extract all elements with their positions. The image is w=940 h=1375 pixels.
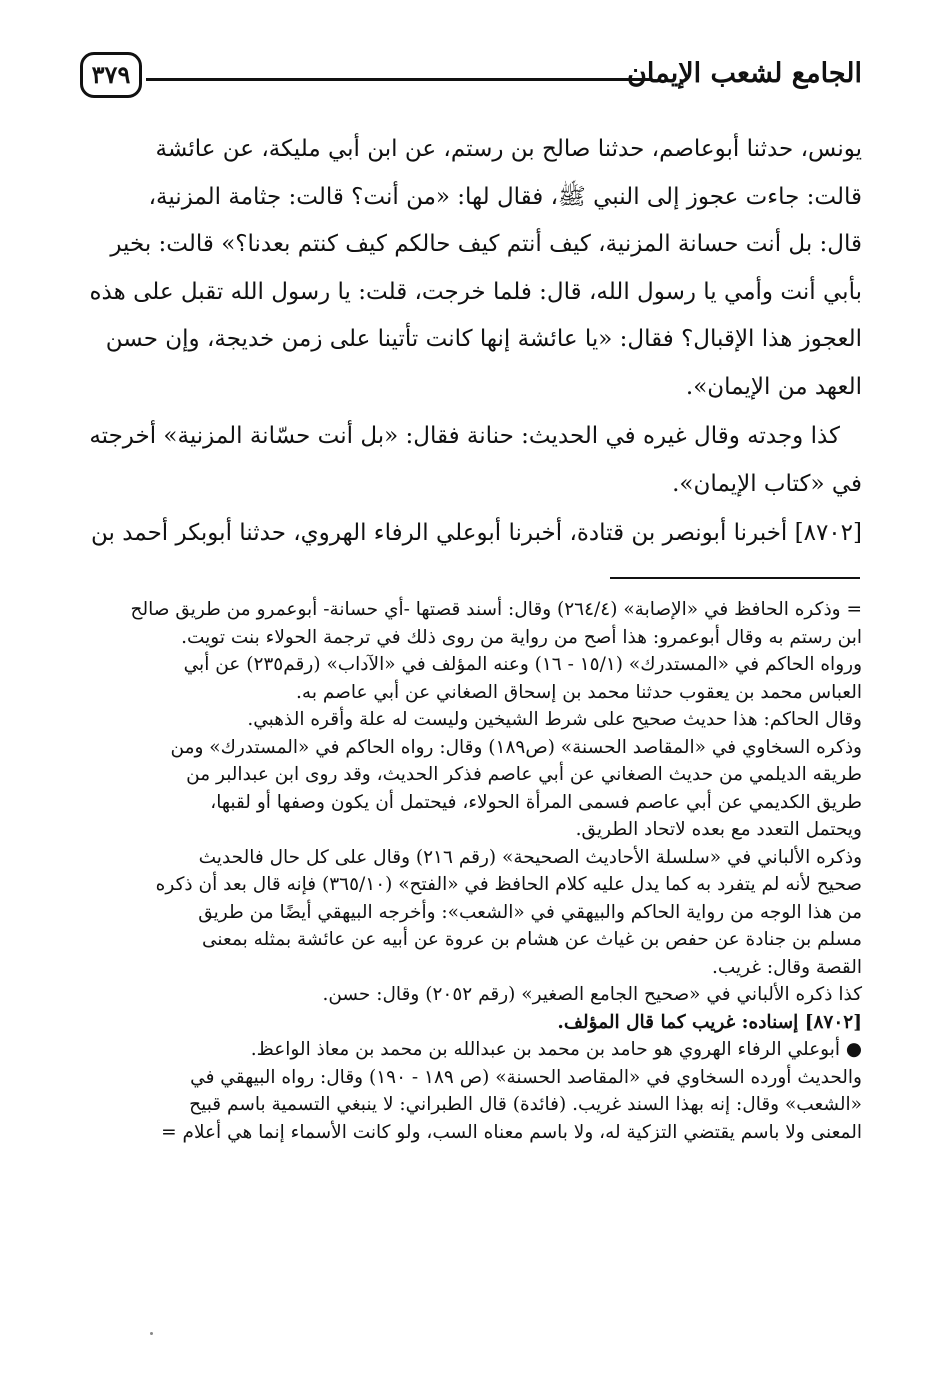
footnote-line: المعنى ولا باسم يقتضي التزكية له، ولا باسم معناه السب، ولو كانت الأسماء إنما هي أعلام = <box>161 1121 862 1143</box>
scan-speck <box>150 1332 153 1335</box>
main-text <box>80 126 862 558</box>
footnote-line: = وذكره الحافظ في «الإصابة» (٢٦٤/٤) وقال: أسند قصتها -أي حسانة- أبوعمرو من طريق صالح <box>130 599 862 620</box>
main-line: في «كتاب الإيمان». <box>672 470 862 497</box>
footnote-line: طريقه الديلمي من حديث الصغاني عن أبي عاصم فذكر الحديث، وقد روى ابن عبدالبر من <box>186 764 862 785</box>
footnote-line: مسلم بن جنادة عن حفص بن غياث عن هشام بن عروة عن أبيه عن عائشة بمثله بمعنى <box>202 929 862 950</box>
footnote-line: وذكره الألباني في «سلسلة الأحاديث الصحيحة» (رقم ٢١٦) وقال على كل حال فالحديث <box>198 846 862 868</box>
main-line: بأبي أنت وأمي يا رسول الله، قال: فلما خرجت، قلت: يا رسول الله تقبل على هذه <box>89 278 862 305</box>
main-line: العهد من الإيمان». <box>685 373 862 400</box>
footnote-line: ويحتمل التعدد مع بعده لاتحاد الطريق. <box>575 819 862 840</box>
main-line-text: كذا وجدته وقال غيره في الحديث: حنانة فقال: «بل أنت حسّانة المزنية» أخرجته <box>89 423 840 449</box>
footnote-line: ● أبوعلي الرفاء الهروي هو حامد بن محمد بن عبدالله بن محمد بن معاذ الواعظ. <box>250 1039 862 1060</box>
footnote-line: والحديث أورده السخاوي في «المقاصد الحسنة» (ص ١٨٩ - ١٩٠) وقال: رواه البيهقي في <box>190 1066 862 1088</box>
footnote-line: «الشعب» وقال: إنه بهذا السند غريب. (فائدة) قال الطبراني: لا ينبغي التسمية باسم قبيح <box>189 1094 862 1115</box>
footnote-line: من هذا الوجه من رواية الحاكم والبيهقي في «الشعب»: وأخرجه البيهقي أيضًا من طريق <box>198 901 862 923</box>
footnote-line: صحيح لأنه لم يتفرد به كما يدل عليه كلام الحافظ في «الفتح» (٣٦٥/١٠) فإنه قال بعد أن ذكره <box>155 874 862 895</box>
page-number: ٣٧٩ <box>80 52 142 98</box>
footnote-line: القصة وقال: غريب. <box>711 956 862 978</box>
footnote-line: ورواه الحاكم في «المستدرك» (١٥/١ - ١٦) وعنه المؤلف في «الآداب» (رقم٢٣٥) عن أبي <box>183 654 862 675</box>
header-rule <box>146 78 652 81</box>
footnote-line: وذكره السخاوي في «المقاصد الحسنة» (ص١٨٩) وقال: رواه الحاكم في «المستدرك» ومن <box>170 736 862 758</box>
footnote-line: ابن رستم به وقال أبوعمرو: هذا أصح من رواية من روى ذلك في ترجمة الحولاء بنت تويت. <box>181 626 862 648</box>
main-line: قالت: جاءت عجوز إلى النبي ﷺ، فقال لها: «من أنت؟ قالت: جثامة المزنية، <box>148 183 862 210</box>
footnote-line: طريق الكديمي عن أبي عاصم فسمى المرأة الحولاء، فيحتمل أن يكون وصفها أو لقبها، <box>210 791 862 813</box>
running-header <box>80 50 862 110</box>
footnote-line: [٨٧٠٢] إسناده: غريب كما قال المؤلف. <box>557 1011 862 1033</box>
main-line: [٨٧٠٢] أخبرنا أبونصر بن قتادة، أخبرنا أبوعلي الرفاء الهروي، حدثنا أبوبكر أحمد بن <box>91 520 862 546</box>
main-line: يونس، حدثنا أبوعاصم، حدثنا صالح بن رستم، عن ابن أبي مليكة، عن عائشة <box>155 136 862 162</box>
footnote-line: العباس محمد بن يعقوب حدثنا محمد بن إسحاق الصغاني عن أبي عاصم به. <box>296 681 862 703</box>
footnote-divider <box>610 577 860 579</box>
main-line: قال: بل أنت حسانة المزنية، كيف أنتم كيف حالكم كيف كنتم بعدنا؟» قالت: بخير <box>110 231 862 257</box>
footnote-line: وقال الحاكم: هذا حديث صحيح على شرط الشيخين وليست له علة وأقره الذهبي. <box>247 709 862 730</box>
main-line: العجوز هذا الإقبال؟ فقال: «يا عائشة إنها كانت تأتينا على زمن خديجة، وإن حسن <box>105 326 862 352</box>
running-title: الجامع لشعب الإيمان <box>627 58 862 89</box>
footnotes <box>80 596 862 1146</box>
main-line <box>80 413 862 461</box>
footnote-line: كذا ذكره الألباني في «صحيح الجامع الصغير» (رقم ٢٠٥٢) وقال: حسن. <box>322 984 862 1005</box>
